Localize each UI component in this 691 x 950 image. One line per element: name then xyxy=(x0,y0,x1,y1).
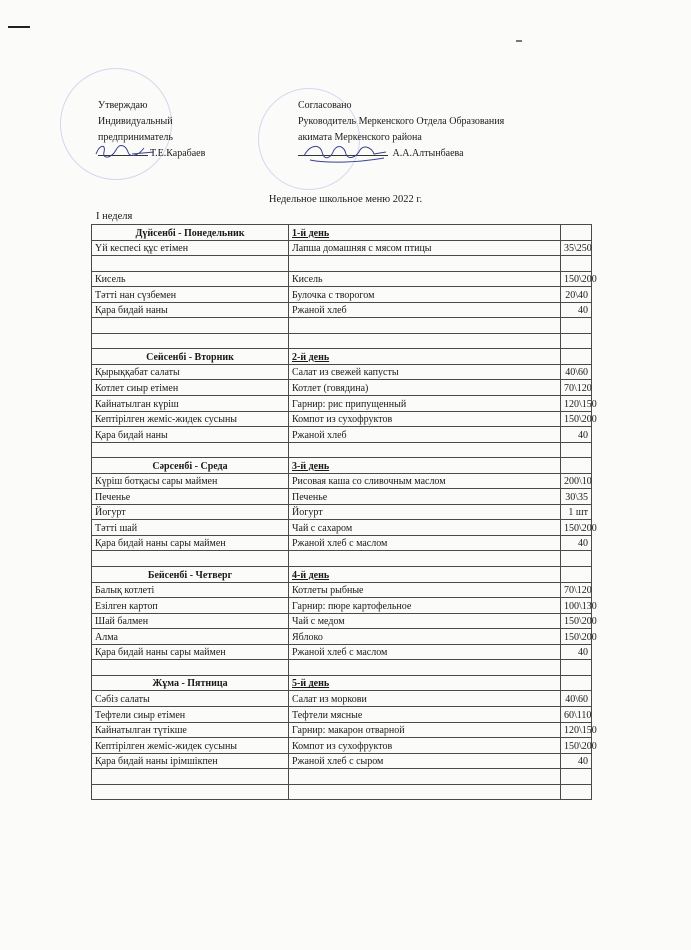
dish-ru: Лапша домашняя с мясом птицы xyxy=(289,240,561,256)
portion-qty xyxy=(561,784,592,800)
day-qty-blank xyxy=(561,225,592,241)
menu-row xyxy=(92,427,592,443)
portion-qty: 150\200 xyxy=(561,738,592,754)
portion-qty: 120\150 xyxy=(561,722,592,738)
menu-row xyxy=(92,738,592,754)
day-header-row xyxy=(92,349,592,365)
menu-row xyxy=(92,473,592,489)
dish-ru: Компот из сухофруктов xyxy=(289,411,561,427)
dish-ru: Печенье xyxy=(289,489,561,505)
menu-row xyxy=(92,706,592,722)
dish-ru: Ржаной хлеб xyxy=(289,427,561,443)
dish-kz xyxy=(92,660,289,676)
dish-ru: Гарнир: рис припущенный xyxy=(289,396,561,412)
day-name: Жұма - Пятница xyxy=(92,675,289,691)
dish-kz xyxy=(92,442,289,458)
portion-qty: 40\60 xyxy=(561,364,592,380)
menu-row xyxy=(92,396,592,412)
portion-qty xyxy=(561,769,592,785)
menu-row xyxy=(92,629,592,645)
portion-qty xyxy=(561,256,592,272)
day-name: Сәрсенбі - Среда xyxy=(92,458,289,474)
portion-qty: 120\150 xyxy=(561,396,592,412)
dish-ru xyxy=(289,318,561,334)
top-dash-mark xyxy=(8,26,30,28)
approve-signature xyxy=(92,140,162,164)
dish-ru: Котлет (говядина) xyxy=(289,380,561,396)
menu-row xyxy=(92,364,592,380)
menu-table xyxy=(91,224,597,800)
dish-ru: Чай с сахаром xyxy=(289,520,561,536)
day-qty-blank xyxy=(561,349,592,365)
dish-ru: Ржаной хлеб xyxy=(289,302,561,318)
menu-row xyxy=(92,271,592,287)
menu-row xyxy=(92,784,592,800)
menu-row xyxy=(92,380,592,396)
dish-ru: Салат из свежей капусты xyxy=(289,364,561,380)
dish-ru xyxy=(289,660,561,676)
menu-row xyxy=(92,318,592,334)
day-number-cell xyxy=(289,567,561,583)
dish-ru xyxy=(289,551,561,567)
day-qty-blank xyxy=(561,567,592,583)
dish-kz xyxy=(92,256,289,272)
dish-kz: Кайнатылган күріш xyxy=(92,396,289,412)
menu-row xyxy=(92,769,592,785)
day-name: Дүйсенбі - Понедельник xyxy=(92,225,289,241)
portion-qty: 200\10 xyxy=(561,473,592,489)
day-number: 5-й день xyxy=(292,678,330,690)
dish-kz: Котлет сиыр етімен xyxy=(92,380,289,396)
menu-row xyxy=(92,551,592,567)
day-header-row xyxy=(92,675,592,691)
dish-kz: Йогурт xyxy=(92,504,289,520)
dish-ru xyxy=(289,256,561,272)
dish-ru: Гарнир: макарон отварной xyxy=(289,722,561,738)
day-qty-blank xyxy=(561,675,592,691)
agree-line3: акимата Меркенского района xyxy=(298,132,422,143)
portion-qty: 150\200 xyxy=(561,613,592,629)
dish-kz: Печенье xyxy=(92,489,289,505)
dish-kz: Кисель xyxy=(92,271,289,287)
dish-ru: Котлеты рыбные xyxy=(289,582,561,598)
day-number: 3-й день xyxy=(292,460,330,472)
dish-kz: Балық котлеті xyxy=(92,582,289,598)
menu-row xyxy=(92,442,592,458)
portion-qty: 150\200 xyxy=(561,520,592,536)
dish-kz: Қара бидай наны xyxy=(92,302,289,318)
dish-kz: Қара бидай наны ірімшікпен xyxy=(92,753,289,769)
portion-qty: 40\60 xyxy=(561,691,592,707)
dish-ru xyxy=(289,442,561,458)
menu-row xyxy=(92,256,592,272)
portion-qty: 30\35 xyxy=(561,489,592,505)
dish-kz: Қара бидай наны xyxy=(92,427,289,443)
agree-signature xyxy=(300,140,390,166)
agree-name: А.А.Алтынбаева xyxy=(392,148,464,159)
portion-qty: 35\250 xyxy=(561,240,592,256)
dish-ru xyxy=(289,333,561,349)
dish-ru: Кисель xyxy=(289,271,561,287)
approve-line2: Индивидуальный xyxy=(98,116,173,127)
day-header-row xyxy=(92,225,592,241)
menu-row xyxy=(92,489,592,505)
dish-ru: Ржаной хлеб с маслом xyxy=(289,644,561,660)
portion-qty: 100\130 xyxy=(561,598,592,614)
day-number-cell xyxy=(289,225,561,241)
dish-ru: Салат из моркови xyxy=(289,691,561,707)
scan-mark xyxy=(516,40,522,42)
day-header-row xyxy=(92,567,592,583)
menu-row xyxy=(92,333,592,349)
dish-kz: Алма xyxy=(92,629,289,645)
dish-ru: Яблоко xyxy=(289,629,561,645)
dish-ru: Рисовая каша со сливочным маслом xyxy=(289,473,561,489)
approve-line3: предприниматель xyxy=(98,132,173,143)
agree-title: Согласовано xyxy=(298,100,352,111)
dish-ru: Йогурт xyxy=(289,504,561,520)
dish-kz: Қара бидай наны сары маймен xyxy=(92,644,289,660)
menu-row xyxy=(92,722,592,738)
day-number: 1-й день xyxy=(292,227,330,239)
portion-qty xyxy=(561,318,592,334)
portion-qty: 40 xyxy=(561,302,592,318)
day-qty-blank xyxy=(561,458,592,474)
menu-row xyxy=(92,660,592,676)
day-number: 4-й день xyxy=(292,569,330,581)
dish-kz: Кептірілген жеміс-жидек сусыны xyxy=(92,411,289,427)
dish-kz: Кептірілген жеміс-жидек сусыны xyxy=(92,738,289,754)
portion-qty: 70\120 xyxy=(561,582,592,598)
dish-kz xyxy=(92,784,289,800)
menu-row xyxy=(92,302,592,318)
dish-kz: Сәбіз салаты xyxy=(92,691,289,707)
day-header-row xyxy=(92,458,592,474)
portion-qty: 1 шт xyxy=(561,504,592,520)
menu-row xyxy=(92,582,592,598)
dish-ru: Компот из сухофруктов xyxy=(289,738,561,754)
day-number-cell xyxy=(289,675,561,691)
dish-kz: Күріш ботқасы сары маймен xyxy=(92,473,289,489)
dish-kz: Езілген картоп xyxy=(92,598,289,614)
menu-row xyxy=(92,287,592,303)
dish-ru xyxy=(289,784,561,800)
dish-kz: Қара бидай наны сары маймен xyxy=(92,535,289,551)
menu-row xyxy=(92,411,592,427)
approve-name: Т.Е.Карабаев xyxy=(150,148,206,159)
dish-kz: Қырыққабат салаты xyxy=(92,364,289,380)
dish-kz: Кайнатылган түтікше xyxy=(92,722,289,738)
menu-row xyxy=(92,644,592,660)
portion-qty: 60\110 xyxy=(561,706,592,722)
portion-qty: 150\200 xyxy=(561,411,592,427)
portion-qty: 40 xyxy=(561,427,592,443)
dish-kz: Тәтті шай xyxy=(92,520,289,536)
portion-qty: 40 xyxy=(561,753,592,769)
dish-ru: Ржаной хлеб с сыром xyxy=(289,753,561,769)
dish-kz: Шай балмен xyxy=(92,613,289,629)
agree-line2: Руководитель Меркенского Отдела Образования xyxy=(298,116,505,127)
menu-row xyxy=(92,535,592,551)
portion-qty xyxy=(561,333,592,349)
portion-qty: 40 xyxy=(561,535,592,551)
dish-kz xyxy=(92,333,289,349)
day-name: Сейсенбі - Вторник xyxy=(92,349,289,365)
page-title: Недельное школьное меню 2022 г. xyxy=(268,194,423,205)
day-number-cell xyxy=(289,349,561,365)
day-number: 2-й день xyxy=(292,351,330,363)
menu-row xyxy=(92,753,592,769)
portion-qty xyxy=(561,442,592,458)
menu-row xyxy=(92,691,592,707)
dish-kz xyxy=(92,551,289,567)
dish-kz xyxy=(92,318,289,334)
day-name: Бейсенбі - Четверг xyxy=(92,567,289,583)
week-label: I неделя xyxy=(96,211,133,222)
dish-ru: Ржаной хлеб с маслом xyxy=(289,535,561,551)
dish-kz: Үй кеспесі құс етімен xyxy=(92,240,289,256)
dish-ru: Булочка с творогом xyxy=(289,287,561,303)
dish-ru: Чай с медом xyxy=(289,613,561,629)
dish-kz: Тәтті нан сүзбемен xyxy=(92,287,289,303)
portion-qty: 40 xyxy=(561,644,592,660)
dish-ru xyxy=(289,769,561,785)
menu-row xyxy=(92,504,592,520)
portion-qty xyxy=(561,551,592,567)
dish-kz: Тефтели сиыр етімен xyxy=(92,706,289,722)
day-number-cell xyxy=(289,458,561,474)
portion-qty: 150\200 xyxy=(561,629,592,645)
approve-title: Утверждаю xyxy=(98,100,148,111)
menu-row xyxy=(92,520,592,536)
portion-qty: 70\120 xyxy=(561,380,592,396)
menu-row xyxy=(92,598,592,614)
dish-kz xyxy=(92,769,289,785)
menu-row xyxy=(92,613,592,629)
dish-ru: Гарнир: пюре картофельное xyxy=(289,598,561,614)
portion-qty xyxy=(561,660,592,676)
menu-row xyxy=(92,240,592,256)
dish-ru: Тефтели мясные xyxy=(289,706,561,722)
portion-qty: 20\40 xyxy=(561,287,592,303)
portion-qty: 150\200 xyxy=(561,271,592,287)
